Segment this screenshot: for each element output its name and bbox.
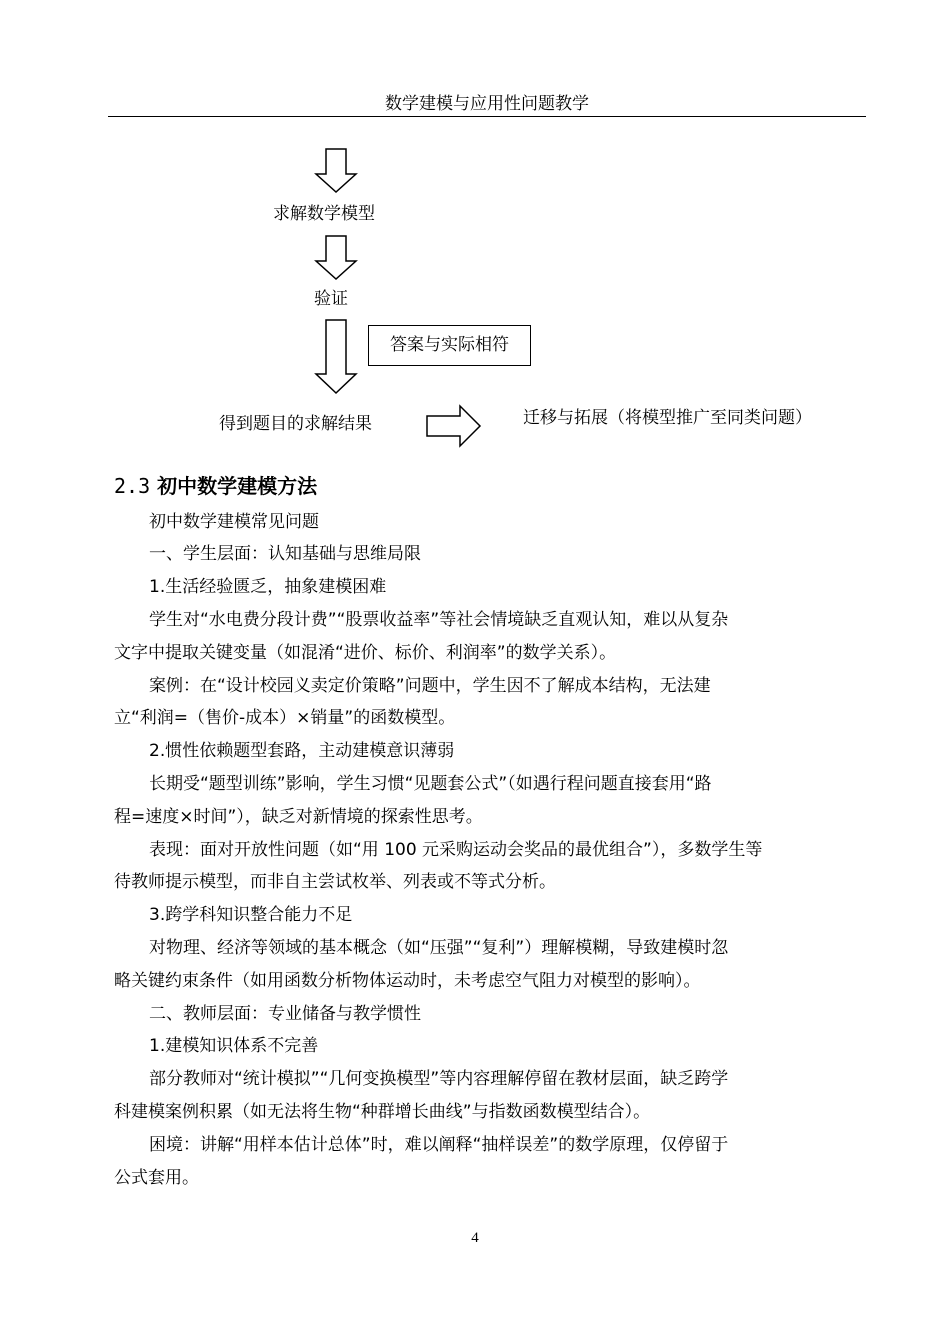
running-header-title: 数学建模与应用性问题教学: [385, 94, 589, 114]
body-line: 困境：讲解“用样本估计总体”时，难以阐释“抽样误差”的数学原理，仅停留于: [149, 1135, 729, 1155]
section-heading: [114, 473, 317, 499]
body-line: 初中数学建模常见问题: [149, 512, 319, 532]
body-line: 学生对“水电费分段计费”“股票收益率”等社会情境缺乏直观认知，难以从复杂: [149, 610, 729, 630]
body-line: 略关键约束条件（如用函数分析物体运动时，未考虑空气阻力对模型的影响）。: [114, 971, 701, 991]
header-rule: [108, 116, 866, 117]
body-line: 长期受“题型训练”影响，学生习惯“见题套公式”（如遇行程问题直接套用“路: [149, 774, 712, 794]
down-arrow-icon: [314, 235, 358, 281]
body-line: 程=速度×时间”），缺乏对新情境的探索性思考。: [114, 807, 483, 827]
section-title: 初中数学建模方法: [157, 474, 318, 498]
body-line: 一、学生层面：认知基础与思维局限: [149, 544, 421, 564]
body-line: 对物理、经济等领域的基本概念（如“压强”“复利”）理解模糊，导致建模时忽: [149, 938, 729, 958]
body-line: 案例：在“设计校园义卖定价策略”问题中，学生因不了解成本结构，无法建: [149, 676, 711, 696]
body-line: 部分教师对“统计模拟”“几何变换模型”等内容理解停留在教材层面，缺乏跨学: [149, 1069, 729, 1089]
flow-step-verify: 验证: [314, 289, 348, 309]
body-line: 科建模案例积累（如无法将生物“种群增长曲线”与指数函数模型结合）。: [114, 1102, 651, 1122]
section-number: 2.3: [114, 474, 151, 498]
body-line: 1.建模知识体系不完善: [149, 1036, 319, 1056]
body-line: 二、教师层面：专业储备与教学惯性: [149, 1004, 421, 1024]
flow-note-box: 答案与实际相符: [368, 325, 531, 366]
body-line: 表现：面对开放性问题（如“用 100 元采购运动会奖品的最优组合”），多数学生等: [149, 840, 763, 860]
down-arrow-icon: [314, 319, 358, 395]
body-line: 立“利润=（售价-成本）×销量”的函数模型。: [114, 708, 456, 728]
body-line: 待教师提示模型，而非自主尝试枚举、列表或不等式分析。: [114, 872, 556, 892]
body-line: 文字中提取关键变量（如混淆“进价、标价、利润率”的数学关系）。: [114, 643, 617, 663]
flow-step-extend: 迁移与拓展（将模型推广至同类问题）: [523, 408, 812, 428]
body-line: 2.惯性依赖题型套路，主动建模意识薄弱: [149, 741, 455, 761]
flow-step-result: 得到题目的求解结果: [219, 414, 372, 434]
body-line: 1.生活经验匮乏，抽象建模困难: [149, 577, 387, 597]
page-number: 4: [471, 1230, 479, 1246]
body-line: 公式套用。: [114, 1168, 199, 1188]
down-arrow-icon: [314, 148, 358, 194]
body-line: 3.跨学科知识整合能力不足: [149, 905, 353, 925]
flow-step-solve-model: 求解数学模型: [273, 204, 375, 224]
right-arrow-icon: [426, 404, 482, 448]
